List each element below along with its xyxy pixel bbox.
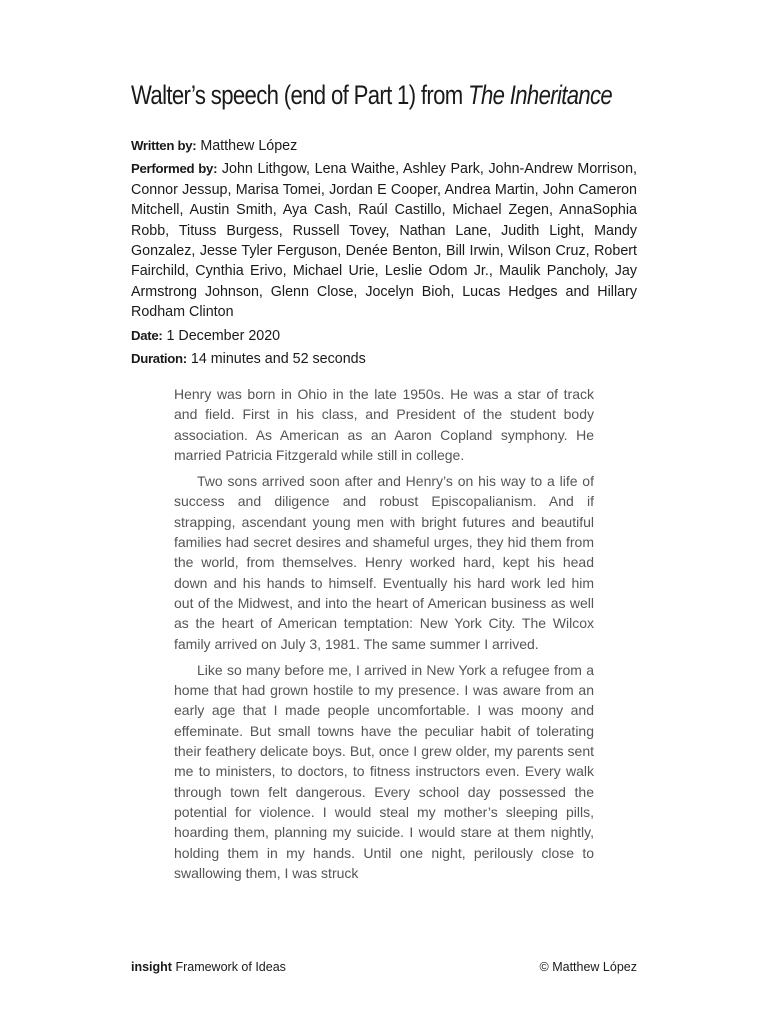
performed-by-label: Performed by: (131, 161, 218, 177)
page-title (131, 78, 613, 112)
page-footer (131, 959, 637, 975)
duration-label: Duration: (131, 351, 187, 367)
speech-paragraph-1: Henry was born in Ohio in the late 1950s. He was a star of track and field. First in his class, and President of the student body association. As American as an Aaron Copland symphony. He married Patricia Fitzgerald while still in college. (174, 386, 594, 463)
footer-copyright: © Matthew López (539, 960, 637, 974)
speech-paragraph-3: Like so many before me, I arrived in New York a refugee from a home that had grown hostile to my presence. I was aware from an early age that I made people uncomfortable. I was moony and effeminate. But small towns have the peculiar habit of tolerating their feathery delicate boys. But, once I grew older, my parents sent me to ministers, to doctors, to fitness instructors even. Every walk through town felt dangerous. Every school day possessed the potential for violence. I would steal my mother’s sleeping pills, hoarding them, planning my suicide. I would stare at them nightly, holding them in my hands. Until one night, perilously close to swallowing them, I was struck (174, 661, 594, 881)
duration-row (131, 349, 637, 369)
performed-by-value: John Lithgow, Lena Waithe, Ashley Park, John-Andrew Morrison, Connor Jessup, Marisa Tomei, Jordan E Cooper, Andrea Martin, John Cameron Mitchell, Austin Smith, Aya Cash, Raúl Castillo, Michael Zegen, AnnaSophia Robb, Tituss Burgess, Russell Tovey, Nathan Lane, Judith Light, Mandy Gonzalez, Jesse Tyler Ferguson, Denée Benton, Bill Irwin, Wilson Cruz, Robert Fairchild, Cynthia Erivo, Michael Urie, Leslie Odom Jr., Maulik Pancholy, Jay Armstrong Johnson, Glenn Close, Jocelyn Bioh, Lucas Hedges and Hillary Rodham Clinton (131, 161, 637, 321)
written-by-value: Matthew López (200, 138, 298, 154)
footer-brand: insight (131, 960, 172, 974)
date-value: 1 December 2020 (166, 327, 281, 344)
footer-series: Framework of Ideas (171, 960, 286, 974)
performed-by-row (131, 159, 637, 322)
date-label: Date: (131, 327, 163, 343)
metadata-block (131, 136, 637, 372)
written-by-row (131, 136, 637, 156)
date-row (131, 326, 637, 346)
speech-paragraph-2: Two sons arrived soon after and Henry’s on his way to a life of success and diligence and robust Episcopalianism. And if strapping, ascendant young men with bright futures and beautiful families had secret desires and shameful urges, they hid them from the world, from themselves. Henry worked hard, kept his head down and his hands to himself. Eventually his hard work led him out of the Midwest, and into the heart of American business as well as the heart of American temptation: New York City. The Wilcox family arrived on July 3, 1981. The same summer I arrived. (174, 473, 594, 652)
written-by-label: Written by: (131, 138, 197, 153)
title-text: Walter’s speech (end of Part 1) from (131, 80, 469, 110)
duration-value: 14 minutes and 52 seconds (190, 351, 366, 368)
speech-excerpt (174, 384, 594, 902)
footer-publication (131, 959, 286, 975)
play-title: The Inheritance (468, 80, 613, 110)
